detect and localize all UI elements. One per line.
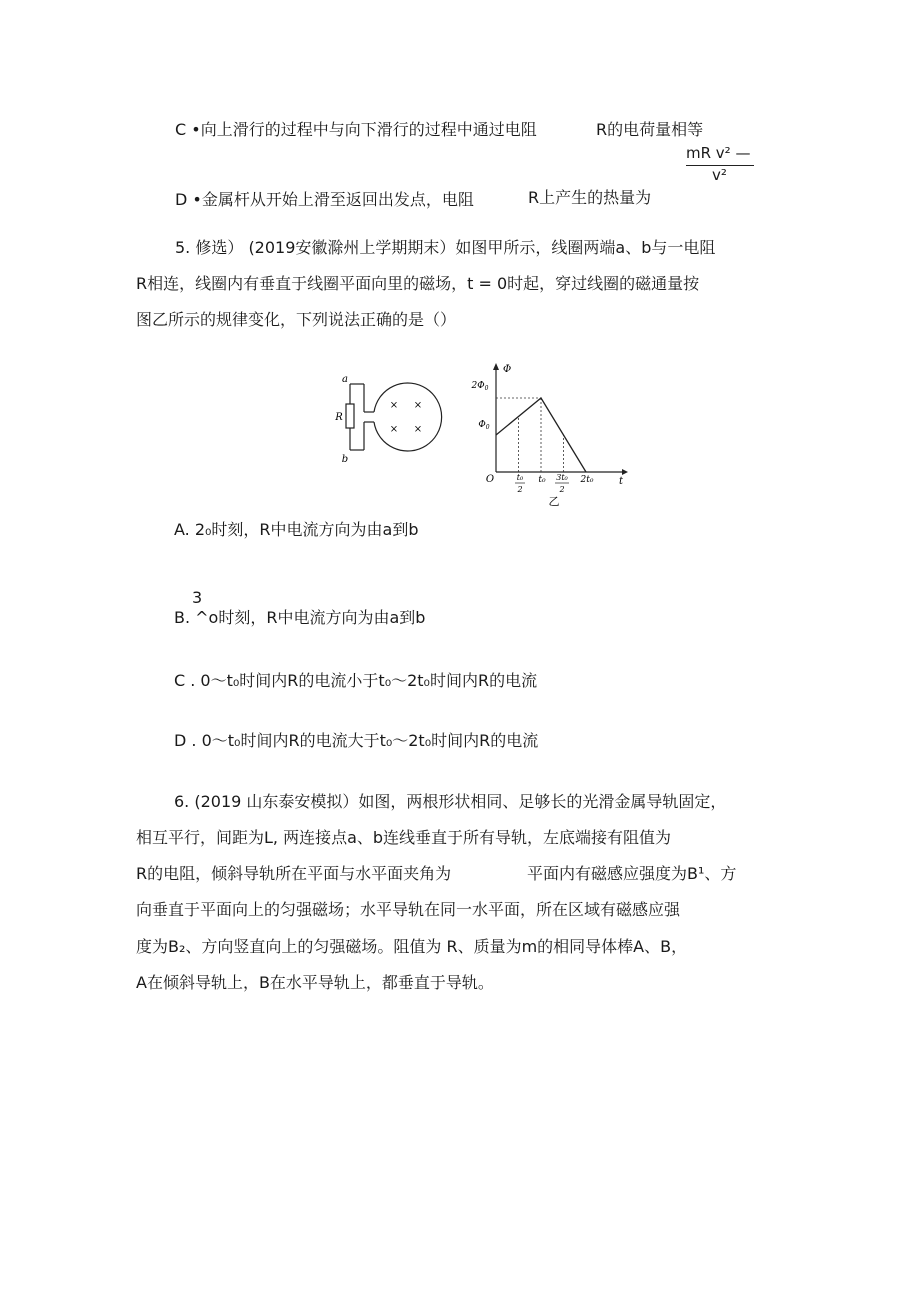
q5-option-b-numerator: 3 xyxy=(192,588,203,607)
field-mark: × xyxy=(389,400,399,411)
field-mark: × xyxy=(413,400,423,411)
tick-label-half-t0-den: 2 xyxy=(517,485,523,494)
q5-stem-line3: 图乙所示的规律变化，下列说法正确的是（） xyxy=(136,310,457,329)
label-a: a xyxy=(342,374,348,385)
q5-option-a: A. 2₀时刻，R中电流方向为由a到b xyxy=(174,520,419,539)
q6-stem-line1: 6. (2019 山东泰安模拟）如图，两根形状相同、足够长的光滑金属导轨固定， xyxy=(174,792,727,811)
q5-figure xyxy=(330,360,630,510)
q5-option-d: D . 0～t₀时间内R的电流大于t₀～2t₀时间内R的电流 xyxy=(174,731,539,750)
coil-circuit-diagram xyxy=(346,383,442,451)
flux-graph xyxy=(493,363,628,475)
q5-stem-line1: 5. 修选） (2019安徽滁州上学期期末）如图甲所示，线圈两端a、b与一电阻 xyxy=(175,238,716,257)
tick-label-3half-t0-num: 3t₀ xyxy=(556,473,568,482)
tick-label-2phi0: $2\Phi_0$ xyxy=(471,381,489,392)
q6-stem-line6: A在倾斜导轨上，B在水平导轨上，都垂直于导轨。 xyxy=(136,973,494,992)
q4-option-d: D •金属杆从开始上滑至返回出发点，电阻 xyxy=(175,190,474,209)
tick-label-phi0: $\Phi_0$ xyxy=(478,420,490,431)
field-mark: × xyxy=(389,424,399,435)
tick-label-half-t0-num: t₀ xyxy=(516,473,524,482)
q5-stem-line2: R相连，线圈内有垂直于线圈平面向里的磁场，t = 0时起，穿过线圈的磁通量按 xyxy=(136,274,700,293)
label-R: R xyxy=(335,412,343,423)
q6-stem-line3a: R的电阻，倾斜导轨所在平面与水平面夹角为 xyxy=(136,864,452,883)
q6-stem-line5: 度为B₂、方向竖直向上的匀强磁场。阻值为 R、质量为m的相同导体棒A、B， xyxy=(136,937,688,956)
q6-stem-line4: 向垂直于平面向上的匀强磁场；水平导轨在同一水平面，所在区域有磁感应强 xyxy=(136,900,681,919)
tick-label-2t0: 2t₀ xyxy=(580,475,594,485)
tick-label-t0: t₀ xyxy=(538,475,546,485)
t-axis-arrow xyxy=(622,469,628,475)
q5-option-b: B. ^o时刻，R中电流方向为由a到b xyxy=(174,608,426,627)
q4-option-d-tail: R上产生的热量为 xyxy=(528,188,652,207)
q4-option-c-tail: R的电荷量相等 xyxy=(596,120,704,139)
coil-circle xyxy=(374,383,442,451)
field-mark: × xyxy=(413,424,423,435)
figure-caption: 乙 xyxy=(548,495,560,508)
q4-formula-denominator: v² xyxy=(712,166,727,184)
q4-option-c: C •向上滑行的过程中与向下滑行的过程中通过电阻 xyxy=(175,120,537,139)
label-b: b xyxy=(341,454,349,465)
q5-option-c: C . 0～t₀时间内R的电流小于t₀～2t₀时间内R的电流 xyxy=(174,671,538,690)
q4-formula-numerator: mR v² — xyxy=(686,144,751,162)
axis-label-t: t xyxy=(618,476,624,487)
phi-axis-arrow xyxy=(493,363,499,370)
resistor-symbol xyxy=(346,404,354,428)
tick-label-3half-t0-den: 2 xyxy=(559,485,565,494)
q6-stem-line3b: 平面内有磁感应强度为B¹、方 xyxy=(527,864,737,883)
q6-stem-line2: 相互平行，间距为L, 两连接点a、b连线垂直于所有导轨，左底端接有阻值为 xyxy=(136,828,672,847)
axis-label-phi: Φ xyxy=(503,364,512,375)
origin-label: O xyxy=(485,474,495,485)
